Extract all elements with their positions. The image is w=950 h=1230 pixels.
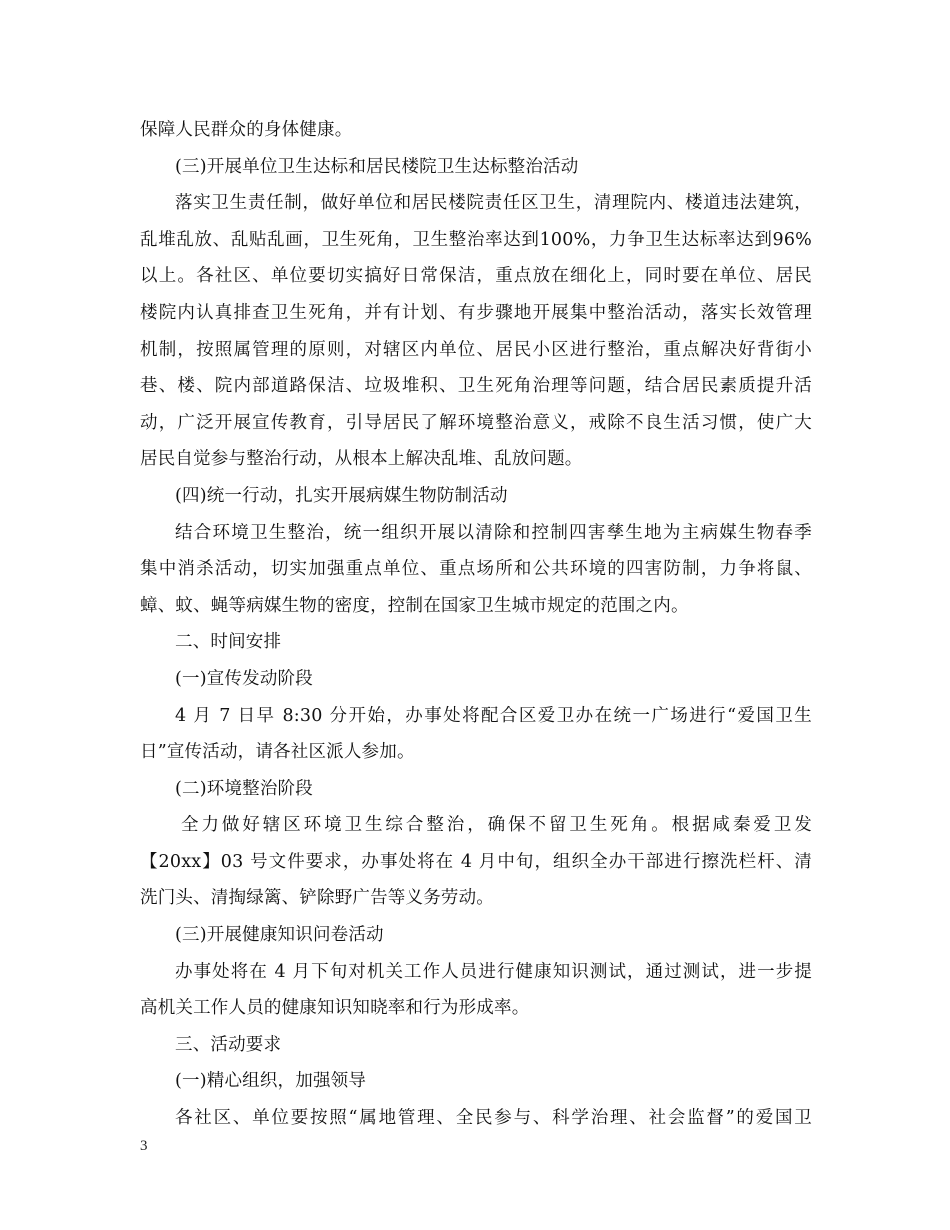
paragraph-line: 集中消杀活动，切实加强重点单位、重点场所和公共环境的四害防制，力争将鼠、 — [140, 559, 812, 580]
section-heading: (一)精心组织，加强领导 — [175, 1071, 367, 1092]
section-heading: 二、时间安排 — [175, 632, 282, 653]
paragraph-line: 动，广泛开展宣传教育，引导居民了解环境整治意义，戒除不良生活习惯，使广大 — [140, 412, 812, 433]
section-heading: (一)宣传发动阶段 — [175, 668, 313, 689]
paragraph-line: 巷、楼、院内部道路保洁、垃圾堆积、卫生死角治理等问题，结合居民素质提升活 — [140, 376, 812, 397]
paragraph-line: 以上。各社区、单位要切实搞好日常保洁，重点放在细化上，同时要在单位、居民 — [140, 266, 812, 287]
paragraph-line: 乱堆乱放、乱贴乱画，卫生死角，卫生整治率达到100%，力争卫生达标率达到96% — [140, 229, 812, 250]
paragraph-line: 【20xx】03 号文件要求，办事处将在 4 月中旬，组织全办干部进行擦洗栏杆、清 — [140, 851, 812, 872]
section-heading: (四)统一行动，扎实开展病媒生物防制活动 — [175, 485, 508, 506]
paragraph-line: 蟑、蚊、蝇等病媒生物的密度，控制在国家卫生城市规定的范围之内。 — [140, 595, 689, 616]
paragraph-line: 结合环境卫生整治，统一组织开展以清除和控制四害孳生地为主病媒生物春季 — [175, 522, 812, 543]
section-heading: (三)开展健康知识问卷活动 — [175, 925, 384, 946]
paragraph-line: 保障人民群众的身体健康。 — [140, 120, 353, 140]
paragraph-line: 各社区、单位要按照“属地管理、全民参与、科学治理、社会监督”的爱国卫 — [175, 1108, 812, 1129]
paragraph-line: 办事处将在 4 月下旬对机关工作人员进行健康知识测试，通过测试，进一步提 — [175, 961, 812, 982]
section-heading: (二)环境整治阶段 — [175, 778, 313, 799]
section-heading: 三、活动要求 — [175, 1034, 282, 1055]
section-heading: (三)开展单位卫生达标和居民楼院卫生达标整治活动 — [175, 156, 579, 177]
paragraph-line: 4 月 7 日早 8:30 分开始，办事处将配合区爱卫办在统一广场进行“爱国卫生 — [175, 705, 812, 726]
paragraph-line: 全力做好辖区环境卫生综合整治，确保不留卫生死角。根据咸秦爱卫发 — [181, 815, 812, 836]
paragraph-line: 日”宣传活动，请各社区派人参加。 — [140, 742, 415, 763]
paragraph-line: 高机关工作人员的健康知识知晓率和行为形成率。 — [140, 998, 530, 1019]
document-body — [140, 112, 812, 1137]
paragraph-line: 楼院内认真排查卫生死角，并有计划、有步骤地开展集中整治活动，落实长效管理 — [140, 302, 812, 323]
paragraph-line: 机制，按照属管理的原则，对辖区内单位、居民小区进行整治，重点解决好背街小 — [140, 339, 812, 360]
paragraph-line: 居民自觉参与整治行动，从根本上解决乱堆、乱放问题。 — [140, 449, 583, 470]
paragraph-line: 落实卫生责任制，做好单位和居民楼院责任区卫生，清理院内、楼道违法建筑， — [175, 193, 812, 214]
page-number: 3 — [140, 1138, 148, 1154]
paragraph-line: 洗门头、清掏绿篱、铲除野广告等义务劳动。 — [140, 888, 494, 909]
